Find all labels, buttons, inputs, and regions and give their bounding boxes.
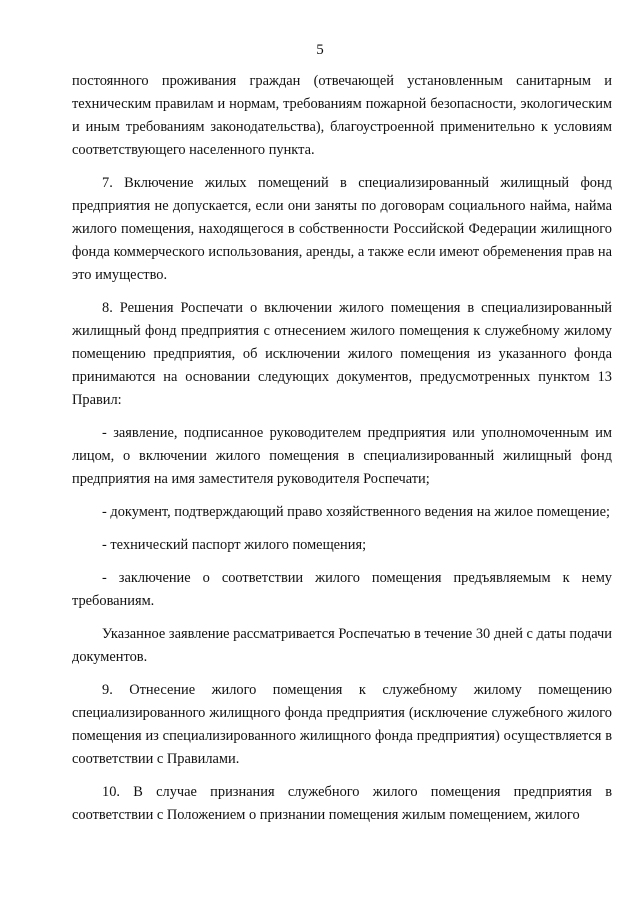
list-item-application: - заявление, подписанное руководителем предприятия или уполномоченным им лицом, о включении жилого помещения в специализированный жилищный фонд предприятия на имя заместителя руководителя Роспечати; <box>72 425 612 487</box>
paragraph-item-10: 10. В случае признания служебного жилого помещения предприятия в соответствии с Положением о признании помещения жилым помещением, жилого <box>72 784 612 823</box>
list-item-conformity-conclusion: - заключение о соответствии жилого помещения предъявляемым к нему требованиям. <box>72 570 612 609</box>
page-number: 5 <box>316 42 324 58</box>
paragraph-item-7: 7. Включение жилых помещений в специализированный жилищный фонд предприятия не допускается, если они заняты по договорам социального найма, найма жилого помещения, находящегося в собственности Российской Федерации жилищного фонда коммерческого использования, аренды, а также если имеют обременения прав на это имущество. <box>72 175 612 283</box>
document-body <box>72 70 612 827</box>
paragraph-item-9: 9. Отнесение жилого помещения к служебному жилому помещению специализированного жилищного фонда предприятия (исключение служебного жилого помещения из специализированного жилищного фонда предприятия) осуществляется в соответствии с Правилами. <box>72 682 612 767</box>
list-item-ownership-document: - документ, подтверждающий право хозяйственного ведения на жилое помещение; <box>102 504 610 520</box>
paragraph-item-8: 8. Решения Роспечати о включении жилого помещения в специализированный жилищный фонд предприятия с отнесением жилого помещения к служебному жилому помещению предприятия, об исключении жилого помещения из указанного фонда принимаются на основании следующих документов, предусмотренных пунктом 13 Правил: <box>72 300 612 408</box>
paragraph-review-period: Указанное заявление рассматривается Роспечатью в течение 30 дней с даты подачи документов. <box>72 626 612 665</box>
list-item-technical-passport: - технический паспорт жилого помещения; <box>102 537 367 553</box>
paragraph-continuation: постоянного проживания граждан (отвечающей установленным санитарным и техническим правилам и нормам, требованиям пожарной безопасности, экологическим и иным требованиям законодательства), благоустроенной применительно к условиям соответствующего населенного пункта. <box>72 73 612 158</box>
